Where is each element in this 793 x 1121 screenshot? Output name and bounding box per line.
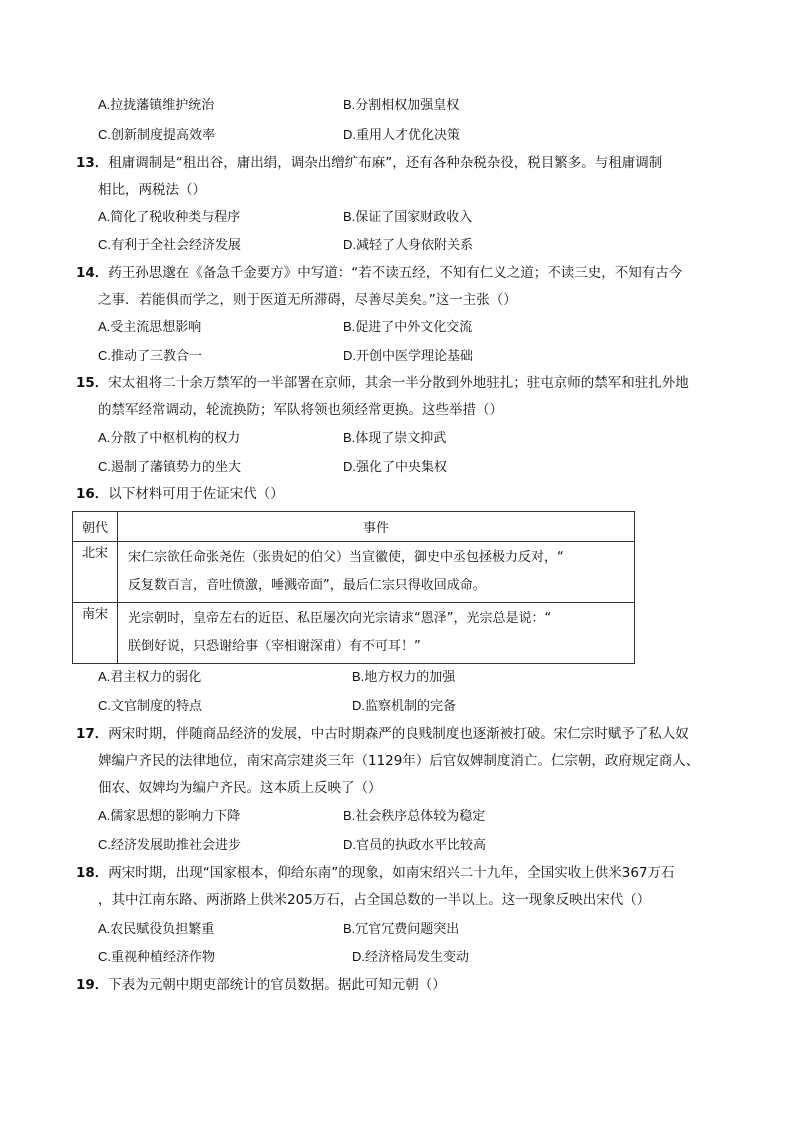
question-19-stem: 19．下表为元朝中期吏部统计的官员数据。据此可知元朝（） xyxy=(76,977,446,993)
table-header-row xyxy=(73,512,635,542)
option-17-b: B.社会秩序总体较为稳定 xyxy=(343,808,486,824)
question-16-stem: 16．以下材料可用于佐证宋代（） xyxy=(76,486,284,502)
option-14-d: D.开创中医学理论基础 xyxy=(343,348,474,364)
option-18-c: C.重视种植经济作物 xyxy=(98,949,216,965)
option-17-a: A.儒家思想的影响力下降 xyxy=(98,808,241,824)
table-row xyxy=(73,603,635,664)
question-14-stem: 14．药王孙思邈在《备急千金要方》中写道：“若不读五经，不知有仁义之道；不读三史，不知有古今 xyxy=(76,265,683,281)
option-14-c: C.推动了三教合一 xyxy=(98,348,203,364)
event-line: 反复数百言，音吐愤激，唾溅帝面”，最后仁宗只得收回成命。 xyxy=(128,578,486,593)
option-18-b: B.冗官冗费问题突出 xyxy=(343,921,460,937)
table-cell-dynasty: 北宋 xyxy=(73,542,118,603)
option-12-d: D.重用人才优化决策 xyxy=(343,127,461,143)
option-12-b: B.分割相权加强皇权 xyxy=(343,97,460,113)
option-13-a: A.简化了税收种类与程序 xyxy=(98,209,241,225)
option-16-c: C.文官制度的特点 xyxy=(98,698,203,714)
table-header-dynasty: 朝代 xyxy=(73,512,118,542)
option-12-c: C.创新制度提高效率 xyxy=(98,127,216,143)
option-16-a: A.君主权力的弱化 xyxy=(98,669,202,685)
option-16-b: B.地方权力的加强 xyxy=(352,669,456,685)
option-15-d: D.强化了中央集权 xyxy=(343,459,448,475)
question-15-stem-line2: 的禁军经常调动，轮流换防；军队将领也须经常更换。这些举措（） xyxy=(98,402,503,418)
option-14-b: B.促进了中外文化交流 xyxy=(343,319,473,335)
event-line: 朕倒好说，只恐谢给事（宰相谢深甫）有不可耳！” xyxy=(128,639,421,654)
event-line: 光宗朝时，皇帝左右的近臣、私臣屡次向光宗请求“恩泽”，光宗总是说：“ xyxy=(128,611,552,626)
option-17-c: C.经济发展助推社会进步 xyxy=(98,837,242,853)
option-15-b: B.体现了崇文抑武 xyxy=(343,430,447,446)
option-18-d: D.经济格局发生变动 xyxy=(352,949,470,965)
option-18-a: A.农民赋役负担繁重 xyxy=(98,921,215,937)
table-cell-event xyxy=(118,603,635,664)
option-15-c: C.遏制了藩镇势力的坐大 xyxy=(98,459,242,475)
table-cell-event xyxy=(118,542,635,603)
question-13-stem: 13．租庸调制是“租出谷，庸出绢，调杂出缯纩布麻”，还有各种杂税杂役，税目繁多。与租庸调制 xyxy=(76,155,663,171)
table-header-event: 事件 xyxy=(118,512,635,542)
question-14-stem-line2: 之事．若能俱而学之，则于医道无所滞碍，尽善尽美矣。”这一主张（） xyxy=(98,292,517,308)
option-13-d: D.减轻了人身依附关系 xyxy=(343,237,474,253)
event-line: 宋仁宗欲任命张尧佐（张贵妃的伯父）当宣徽使，御史中丞包拯极力反对，“ xyxy=(128,550,564,565)
table-cell-dynasty: 南宋 xyxy=(73,603,118,664)
option-12-a: A.拉拢藩镇维护统治 xyxy=(98,97,215,113)
question-17-stem-line3: 佃农、奴婢均为编户齐民。这本质上反映了（） xyxy=(98,780,382,796)
question-18-stem: 18．两宋时期，出现“国家根本，仰给东南”的现象，如南宋绍兴二十九年，全国实收上供米367万石 xyxy=(76,865,675,881)
option-17-d: D.官员的执政水平比较高 xyxy=(343,837,487,853)
option-16-d: D.监察机制的完备 xyxy=(352,698,457,714)
question-18-stem-line2: ，其中江南东路、两浙路上供米205万石，占全国总数的一半以上。这一现象反映出宋代（） xyxy=(98,892,651,908)
option-15-a: A.分散了中枢机构的权力 xyxy=(98,430,241,446)
question-17-stem-line2: 婢编户齐民的法律地位，南宋高宗建炎三年（1129年）后官奴婢制度消亡。仁宗朝，政府规定商人、 xyxy=(98,753,700,769)
question-13-stem-line2: 相比，两税法（） xyxy=(98,182,206,198)
option-13-b: B.保证了国家财政收入 xyxy=(343,209,473,225)
dynasty-events-table xyxy=(72,511,635,664)
question-17-stem: 17．两宋时期，伴随商品经济的发展，中古时期森严的良贱制度也逐渐被打破。宋仁宗时赋予了私人奴 xyxy=(76,726,689,742)
table-row xyxy=(73,542,635,603)
question-15-stem: 15．宋太祖将二十余万禁军的一半部署在京师，其余一半分散到外地驻扎；驻屯京师的禁军和驻扎外地 xyxy=(76,375,689,391)
option-13-c: C.有利于全社会经济发展 xyxy=(98,237,242,253)
option-14-a: A.受主流思想影响 xyxy=(98,319,202,335)
